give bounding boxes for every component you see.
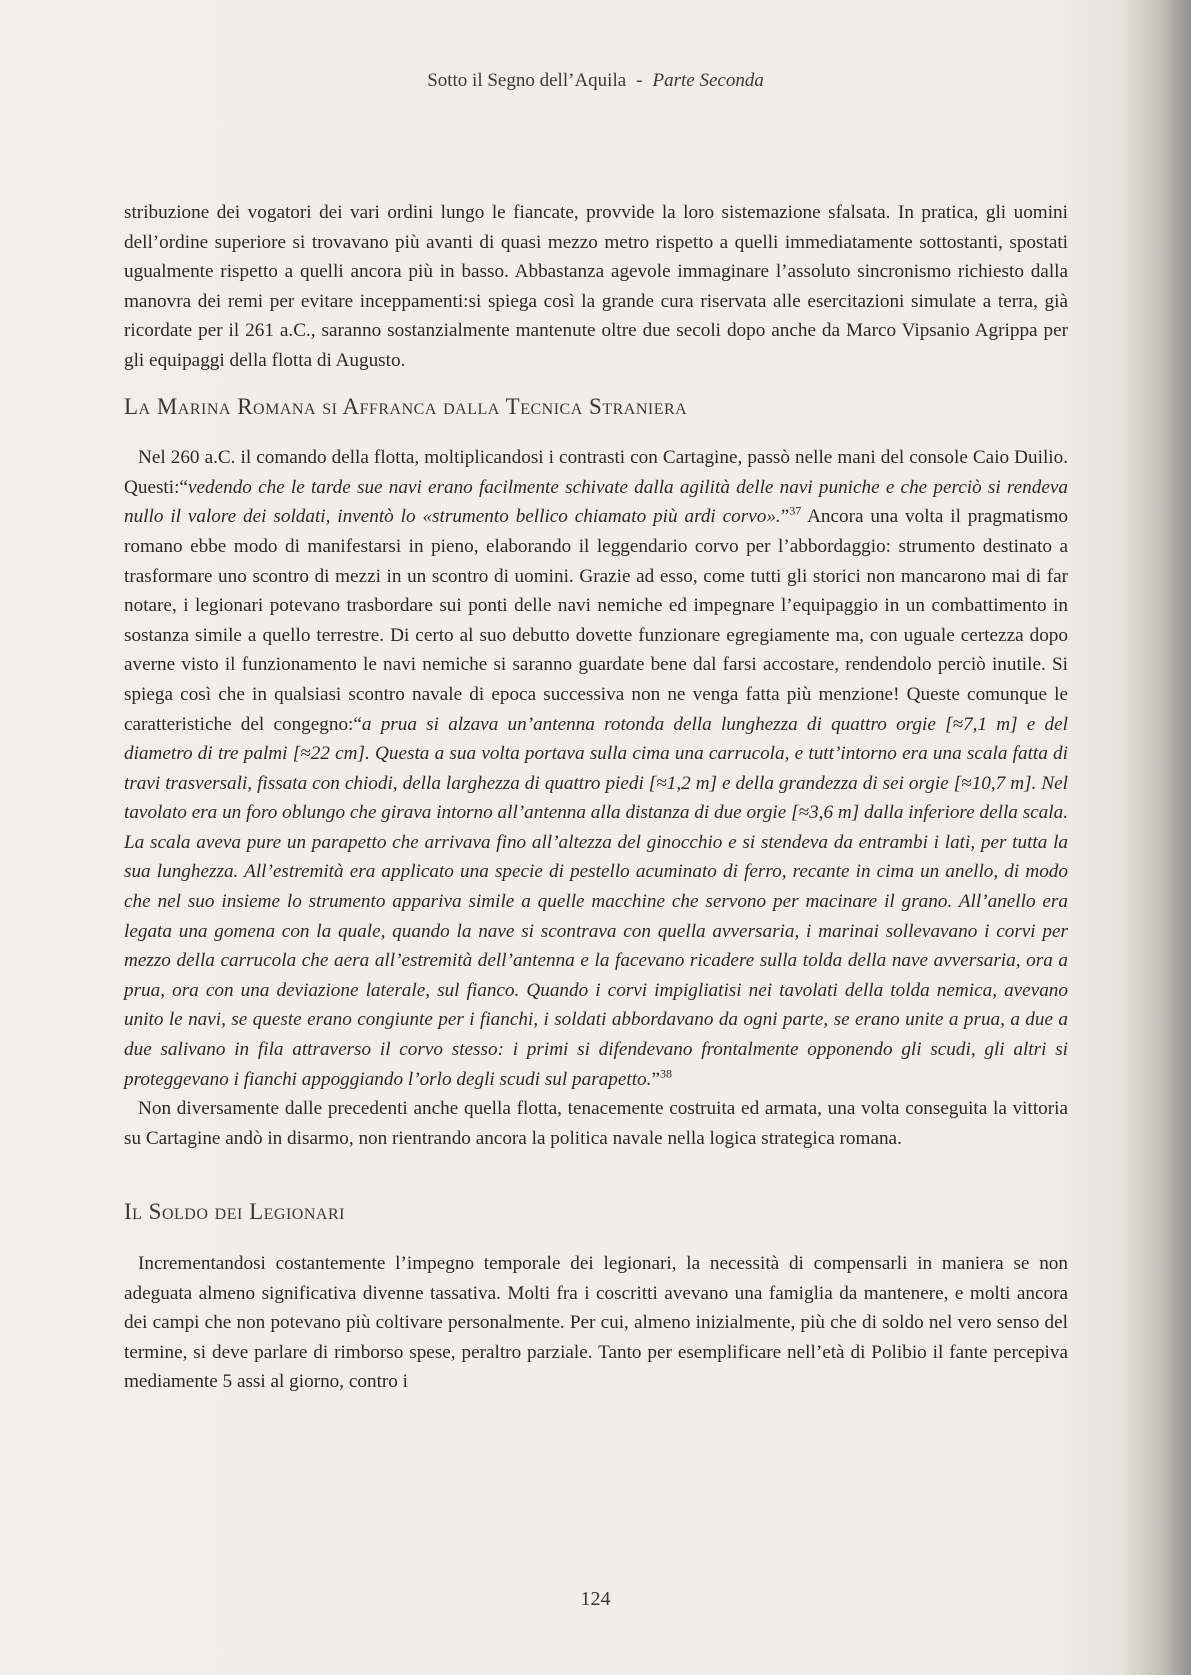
text-run: ” <box>651 1068 660 1090</box>
book-part: Parte Seconda <box>652 70 764 91</box>
page-body <box>124 198 1068 1397</box>
footnote-ref-38: 38 <box>659 1066 672 1081</box>
text-run: Ancora una volta il pragmatismo romano ebbe modo di manifestarsi in pieno, elaborando il leggendario corvo per l’abbordaggio: strumento destinato a trasformare uno scontro di mezzi in un scontro di uomini. Grazie ad esso, come tutti gli storici non mancarono mai di far notare, i legionari potevano trasbordare sui ponti delle navi nemiche ed impegnare l’equipaggio in un combattimento in sostanza simile a quello terrestre. Di certo al suo debutto dovette funzionare egregiamente ma, con uguale certezza dopo averne visto il funzionamento le navi nemiche si saranno guardate bene dal farsi accostare, rendendolo perciò inutile. Si spiega così che in qualsiasi scontro navale di epoca successiva non ne venga fatta più menzione! Queste comunque le caratteristiche del congegno:“ <box>124 506 1068 735</box>
section-heading-marina-romana: La Marina Romana si Affranca dalla Tecnica Straniera <box>124 393 688 419</box>
paragraph-disarmo: Non diversamente dalle precedenti anche quella flotta, tenacemente costruita ed armata, una volta conseguita la vittoria su Cartagine andò in disarmo, non rientrando ancora la politica navale nella logica strategica romana. <box>124 1098 1068 1149</box>
paragraph-corvo <box>124 443 1068 1094</box>
text-run: ” <box>780 506 790 528</box>
running-header <box>0 70 1191 92</box>
header-separator: - <box>636 70 643 91</box>
footnote-ref-37: 37 <box>789 503 802 518</box>
book-title: Sotto il Segno dell’Aquila <box>427 70 627 91</box>
text-run: Nel 260 a.C. il comando della flotta, moltiplicandosi i contrasti con Cartagine, passò nelle mani del console Caio Duilio. Questi:“ <box>124 447 1068 498</box>
quotation-polybius-1: vedendo che le tarde sue navi erano facilmente schivate dalla agilità delle navi puniche e che perciò si rendeva nullo il valore dei soldati, inventò lo «strumento bellico chiamato più ardi corvo». <box>124 476 1068 528</box>
paragraph-soldo: Incrementandosi costantemente l’impegno temporale dei legionari, la necessità di compensarli in maniera se non adeguata almeno significativa divenne tassativa. Molti fra i coscritti avevano una famiglia da mantenere, e molti ancora dei campi che non potevano più coltivare personalmente. Per cui, almeno inizialmente, più che di soldo nel vero senso del termine, si deve parlare di rimborso spese, peraltro parziale. Tanto per esemplificare nell’età di Polibio il fante percepiva mediamente 5 assi al giorno, contro i <box>124 1253 1068 1393</box>
paragraph-continued: stribuzione dei vogatori dei vari ordini lungo le fiancate, provvide la loro sistemazione sfalsata. In pratica, gli uomini dell’ordine superiore si trovavano più avanti di quasi mezzo metro rispetto a quelli immediatamente sottostanti, spostati ugualmente rispetto a quelli ancora più in basso. Abbastanza agevole immaginare l’assoluto sincronismo richiesto dalla manovra dei remi per evitare inceppamenti:si spiega così la grande cura riservata alle esercitazioni simulate a terra, già ricordate per il 261 a.C., saranno sostanzialmente mantenute oltre due secoli dopo anche da Marco Vipsanio Agrippa per gli equipaggi della flotta di Augusto. <box>124 202 1068 371</box>
page-number: 124 <box>580 1588 611 1610</box>
quotation-polybius-2: a prua si alzava un’antenna rotonda della lunghezza di quattro orgie [≈7,1 m] e del diametro di tre palmi [≈22 cm]. Questa a sua volta portava sulla cima una carrucola, e tutt’intorno era una scala fatta di travi trasversali, fissata con chiodi, della larghezza di quattro piedi [≈1,2 m] e della grandezza di sei orgie [≈10,7 m]. Nel tavolato era un foro oblungo che girava intorno all’antenna alla distanza di due orgie [≈3,6 m] dalla inferiore della scala. La scala aveva pure un parapetto che arrivava fino all’altezza del ginocchio e si stendeva da entrambi i lati, per tutta la sua lunghezza. All’estremità era applicato una specie di pestello acuminato di ferro, recante in cima un anello, di modo che nel suo insieme lo strumento appariva simile a quelle macchine che servono per macinare il grano. All’anello era legata una gomena con la quale, quando la nave si scontrava con quella avversaria, i marinai sollevavano i corvi per mezzo della carrucola che aera all’estremità dell’antenna e la facevano ricadere sulla tolda della nave avversaria, ora a prua, ora con una deviazione laterale, sul fianco. Quando i corvi impigliatisi nei tavolati della tolda nemica, avevano unito le navi, se queste erano congiunte per i fianchi, i soldati abbordavano da ogni parte, se erano unite a prua, a due a due salivano in fila attraverso il corvo stesso: i primi si difendevano frontalmente opponendo gli scudi, gli altri si proteggevano i fianchi appoggiando l’orlo degli scudi sul parapetto. <box>124 713 1068 1090</box>
page-spine-shadow <box>1121 0 1191 1675</box>
section-heading-soldo: Il Soldo dei Legionari <box>124 1199 345 1225</box>
